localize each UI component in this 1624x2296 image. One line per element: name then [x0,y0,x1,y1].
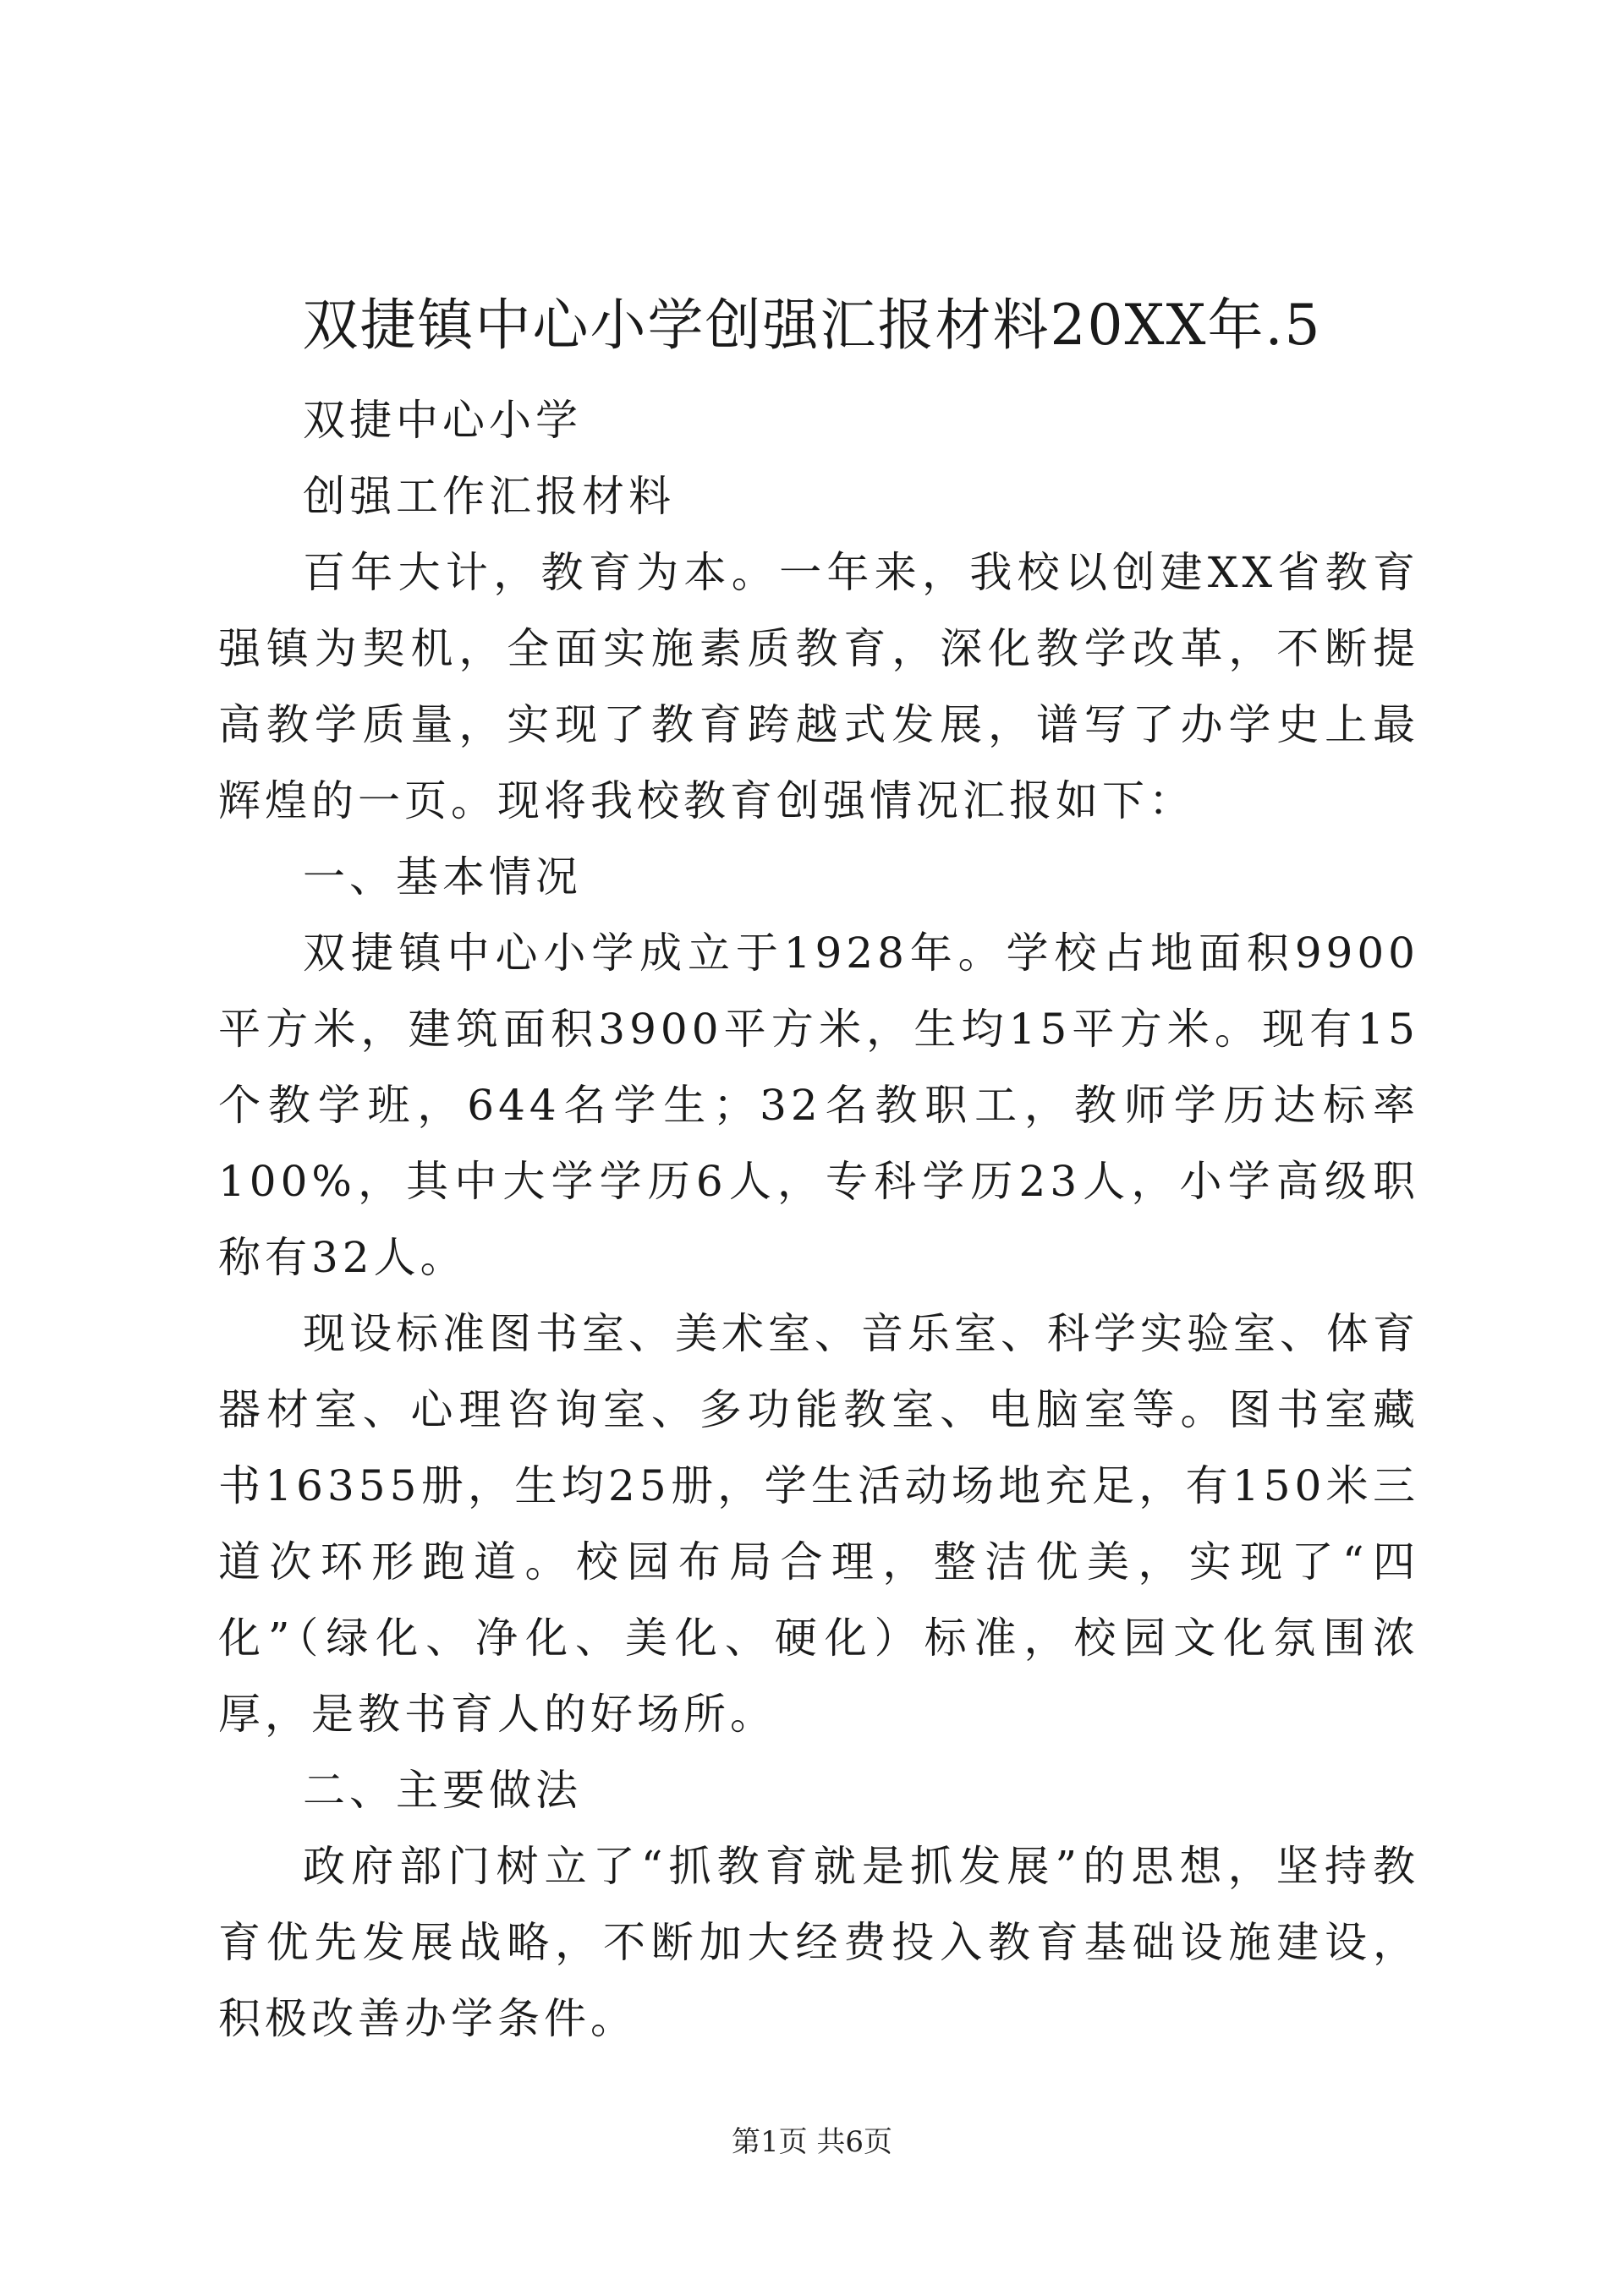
paragraph-facilities: 现设标准图书室、美术室、音乐室、科学实验室、体育器材室、心理咨询室、多功能教室、电脑室等。图书室藏书16355册，生均25册，学生活动场地充足，有150米三道次环形跑道。校园布局合理，整洁优美，实现了“四化”（绿化、净化、美化、硬化）标准，校园文化氛围浓厚，是教书育人的好场所。 [218,1309,1419,1739]
paragraph-introduction: 百年大计，教育为本。一年来，我校以创建XX省教育强镇为契机，全面实施素质教育，深化教学改革，不断提高教学质量，实现了教育跨越式发展，谱写了办学史上最辉煌的一页。现将我校教育创强情况汇报如下： [218,548,1419,825]
page-footer: 第1页 共6页 [731,2125,893,2159]
paragraph-report-subtitle: 创强工作汇报材料 [303,472,675,521]
section-heading-basic-situation: 一、基本情况 [303,852,582,901]
document-title: 双捷镇中心小学创强汇报材料20XX年.5 [302,293,1322,358]
section-heading-main-practices: 二、主要做法 [303,1766,582,1815]
document-body [218,382,1419,2057]
paragraph-government-support: 政府部门树立了“抓教育就是抓发展”的思想，坚持教育优先发展战略，不断加大经费投入教育基础设施建设，积极改善办学条件。 [218,1842,1419,2043]
paragraph-school-name: 双捷中心小学 [303,396,582,445]
paragraph-basic-facts: 双捷镇中心小学成立于1928年。学校占地面积9900平方米，建筑面积3900平方米，生均15平方米。现有15个教学班，644名学生；32名教职工，教师学历达标率100%，其中大学学历6人，专科学历23人，小学高级职称有32人。 [218,929,1419,1282]
